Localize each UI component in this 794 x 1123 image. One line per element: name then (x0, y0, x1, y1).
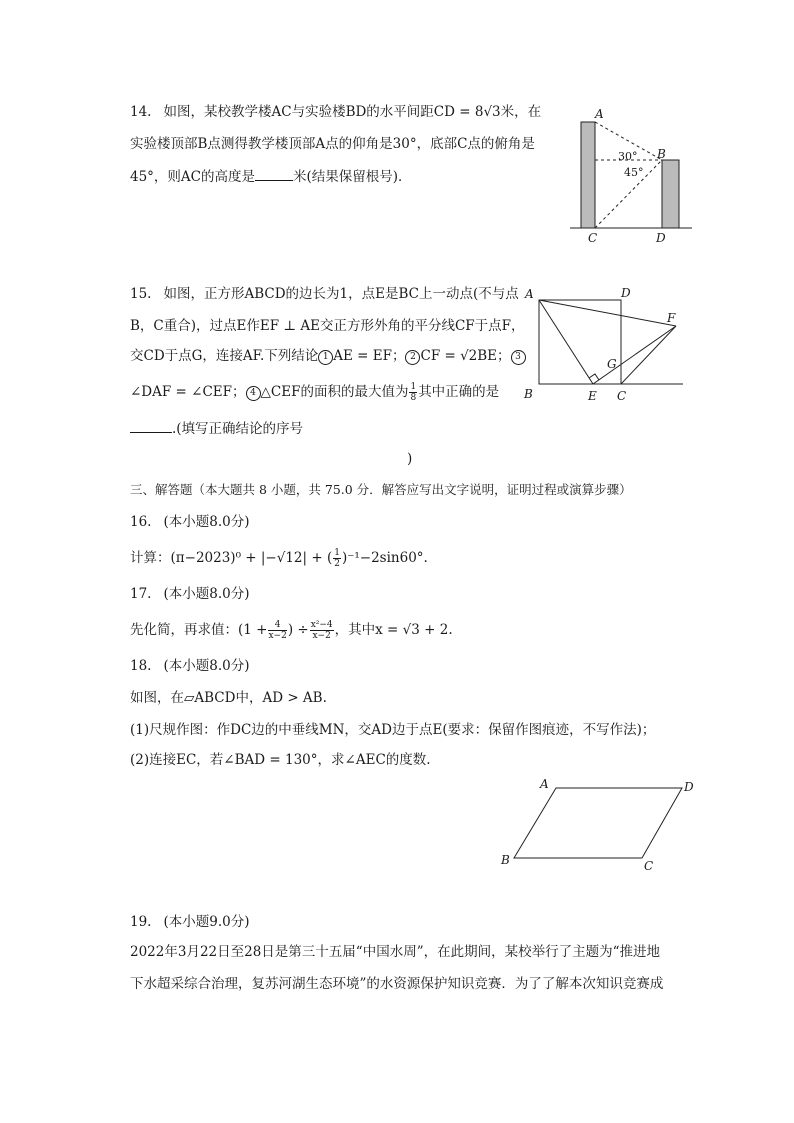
label-d: D (656, 231, 666, 245)
q18-score: (本小题8.0分) (163, 658, 250, 674)
q15-text-4c: 其中正确的是 (418, 384, 500, 400)
q14-figure (560, 100, 700, 250)
segment-ef (593, 326, 676, 384)
q17-score: (本小题8.0分) (163, 586, 250, 602)
q16-fraction (333, 548, 341, 569)
circled-3: 3 (511, 350, 526, 365)
label-d: D (621, 286, 631, 300)
label-g: G (607, 357, 617, 371)
q15-text-4b: △CEF的面积的最大值为 (260, 384, 409, 400)
q15-number: 15. (130, 286, 152, 302)
q16-header (130, 512, 250, 532)
q18-number: 18. (130, 658, 152, 674)
q14-line2: 实验楼顶部B点测得教学楼顶部A点的仰角是30°，底部C点的俯角是 (130, 136, 535, 152)
building-bd (662, 160, 679, 228)
q16-frac-num: 1 (334, 548, 340, 558)
q17-expression (130, 620, 453, 641)
parallelogram-abcd (514, 788, 682, 858)
q19-score: (本小题9.0分) (163, 914, 250, 930)
angle-45: 45° (624, 166, 644, 179)
q14-number: 14. (130, 104, 152, 120)
q17-fraction-1 (268, 620, 286, 641)
q17-expr-c: ，其中x = √3 + 2. (334, 622, 453, 638)
q18-figure (496, 774, 706, 874)
q15-line3 (130, 346, 526, 366)
q14-line3 (130, 166, 412, 187)
q14-text-3a: 45°，则AC的高度是 (130, 169, 256, 185)
q18-line2: (1)尺规作图：作DC边的中垂线MN，交AD边于点E(要求：保留作图痕迹，不写作法)； (130, 722, 656, 738)
label-c: C (588, 231, 598, 245)
label-a: A (595, 107, 604, 121)
right-angle-mark (589, 374, 599, 380)
q15-close-paren: ) (407, 451, 413, 467)
q15-line4 (130, 382, 499, 403)
q17-fraction-2 (310, 620, 334, 641)
q16-number: 16. (130, 514, 152, 530)
q15-line1 (130, 284, 519, 304)
q14-line1 (130, 102, 541, 122)
q15-fraction (409, 382, 417, 403)
label-d: D (684, 780, 694, 794)
section-3-heading: 三、解答题（本大题共 8 小题，共 75.0 分．解答应写出文字说明，证明过程或演算步骤） (130, 482, 632, 497)
label-a: A (525, 287, 534, 301)
q15-frac-num: 1 (410, 382, 417, 392)
label-b: B (657, 147, 666, 161)
q17-f1-num: 4 (268, 620, 286, 631)
q16-expression (130, 548, 428, 569)
q15-text-1: 如图，正方形ABCD的边长为1，点E是BC上一动点(不与点 (163, 286, 519, 302)
segment-af (539, 300, 676, 326)
q15-statement-2: CF = √2BE； (420, 348, 511, 364)
q14-answer-blank[interactable] (255, 166, 293, 181)
q19-line1: 2022年3月22日至28日是第三十五届“中国水周”，在此期间，某校举行了主题为“推进地 (130, 944, 661, 960)
q15-line5 (130, 418, 303, 439)
building-ac (581, 122, 595, 228)
q15-line2: B，C重合)，过点E作EF ⊥ AE交正方形外角的平分线CF于点F， (130, 318, 525, 334)
q17-f2-num: x²−4 (310, 620, 333, 630)
q18-line3: (2)连接EC，若∠BAD = 130°，求∠AEC的度数. (130, 752, 431, 768)
label-b: B (524, 387, 533, 401)
q15-figure (520, 282, 690, 406)
label-f: F (667, 311, 676, 325)
angle-30: 30° (618, 150, 638, 163)
q18-line1: 如图，在▱ABCD中，AD > AB. (130, 690, 327, 706)
q19-line2: 下水超采综合治理，复苏河湖生态环境”的水资源保护知识竞赛．为了了解本次知识竞赛成 (130, 976, 664, 992)
q14-text-1: 如图，某校教学楼AC与实验楼BD的水平间距CD = 8√3米，在 (163, 104, 542, 120)
q17-expr-a: 先化简，再求值：(1 + (130, 622, 268, 638)
q14-text-3b: 米(结果保留根号)． (293, 169, 412, 185)
label-a: A (540, 777, 549, 791)
q16-score: (本小题8.0分) (163, 514, 250, 530)
q19-header (130, 912, 250, 932)
label-e: E (588, 389, 597, 403)
q17-f1-den: x−2 (268, 631, 287, 641)
q15-statement-1: AE = EF； (333, 348, 406, 364)
q17-header (130, 584, 250, 604)
q19-number: 19. (130, 914, 152, 930)
q17-number: 17. (130, 586, 152, 602)
label-c: C (617, 389, 627, 403)
circled-4: 4 (246, 386, 261, 401)
q15-frac-den: 8 (410, 393, 417, 403)
q15-answer-blank[interactable] (130, 418, 172, 433)
q17-f2-den: x−2 (312, 631, 331, 641)
label-b: B (501, 853, 510, 867)
q17-expr-b: ) ÷ (287, 622, 309, 638)
segment-ae (539, 300, 593, 384)
q15-text-5: .(填写正确结论的序号 (172, 421, 304, 437)
square-abcd (539, 300, 621, 384)
circled-2: 2 (405, 350, 420, 365)
segment-cf (621, 326, 676, 384)
q18-header (130, 656, 250, 676)
label-c: C (644, 859, 654, 873)
q15-text-3a: 交CD于点G，连接AF.下列结论 (130, 348, 319, 364)
q15-text-4a: ∠DAF = ∠CEF； (130, 384, 246, 400)
q16-expr-b: )⁻¹−2sin60°. (341, 550, 428, 566)
q16-expr-a: 计算：(π−2023)⁰ + |−√12| + ( (130, 550, 333, 566)
circled-1: 1 (318, 350, 333, 365)
q16-frac-den: 2 (334, 559, 340, 569)
